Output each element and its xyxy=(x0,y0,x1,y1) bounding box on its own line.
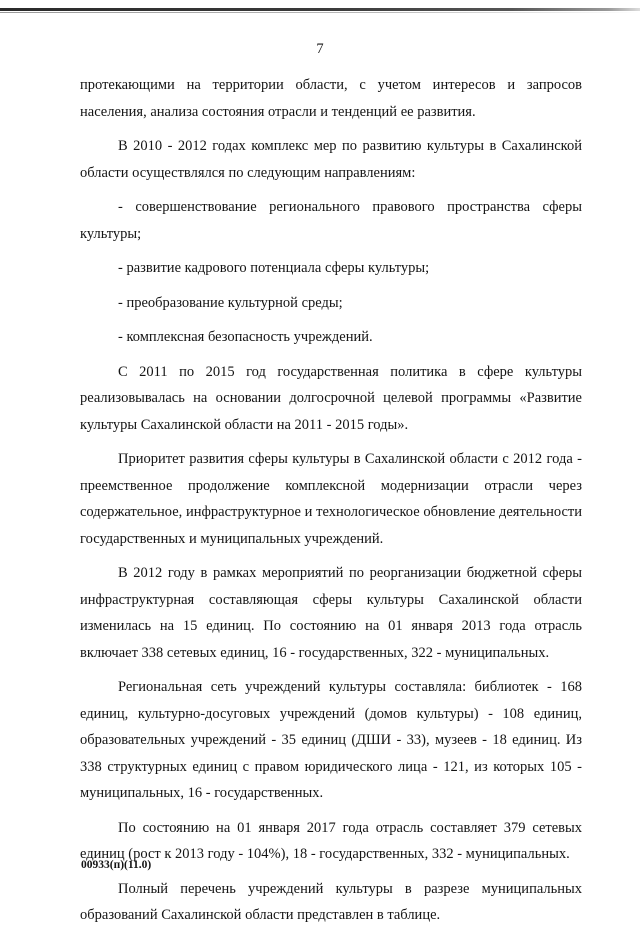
paragraph-2017-status: По состоянию на 01 января 2017 года отрасль составляет 379 сетевых единиц (рост к 2013 году - 104%), 18 - государственных, 332 - муниципальных. xyxy=(80,819,582,862)
paragraph-full-list: Полный перечень учреждений культуры в разрезе муниципальных образований Сахалинской области представлен в таблице. xyxy=(80,880,582,923)
document-body xyxy=(80,72,582,937)
paragraph-reorganization: В 2012 году в рамках мероприятий по реорганизации бюджетной сферы инфраструктурная составляющая сферы культуры Сахалинской области изменилась на 15 единиц. По состоянию на 01 января 2013 года отрасль включает 338 сетевых единиц, 16 - государственных, 322 - муниципальных. xyxy=(80,565,582,661)
paragraph-regional-network: Региональная сеть учреждений культуры составляла: библиотек - 168 единиц, культурно-досуговых учреждений (домов культуры) - 108 единиц, образовательных учреждений - 35 единиц (ДШИ - 33), музеев - 18 единиц. Из 338 структурных единиц с правом юридического лица - 121, из которых 105 - муниципальных, 16 - государственных. xyxy=(80,679,582,801)
paragraph-directions-intro: В 2010 - 2012 годах комплекс мер по развитию культуры в Сахалинской области осуществлялся по следующим направлениям: xyxy=(80,138,582,181)
scan-artifact-line-shadow xyxy=(0,12,640,13)
list-item: - совершенствование регионального правового пространства сферы культуры; xyxy=(80,199,582,242)
paragraph-priority: Приоритет развития сферы культуры в Сахалинской области с 2012 года - преемственное продолжение комплексной модернизации отрасли через содержательное, инфраструктурное и технологическое обновление деятельности государственных и муниципальных учреждений. xyxy=(80,451,582,547)
document-footer-code: 00933(п)(11.0) xyxy=(81,859,152,871)
page-number: 7 xyxy=(316,41,324,57)
paragraph-state-policy: С 2011 по 2015 год государственная политика в сфере культуры реализовывалась на основании долгосрочной целевой программы «Развитие культуры Сахалинской области на 2011 - 2015 годы». xyxy=(80,363,582,433)
list-item: - преобразование культурной среды; xyxy=(118,294,343,311)
scan-artifact-line xyxy=(0,8,640,11)
paragraph-continuation: протекающими на территории области, с учетом интересов и запросов населения, анализа состояния отрасли и тенденций ее развития. xyxy=(80,77,582,120)
list-item: - комплексная безопасность учреждений. xyxy=(118,329,373,345)
list-item: - развитие кадрового потенциала сферы культуры; xyxy=(118,260,430,276)
